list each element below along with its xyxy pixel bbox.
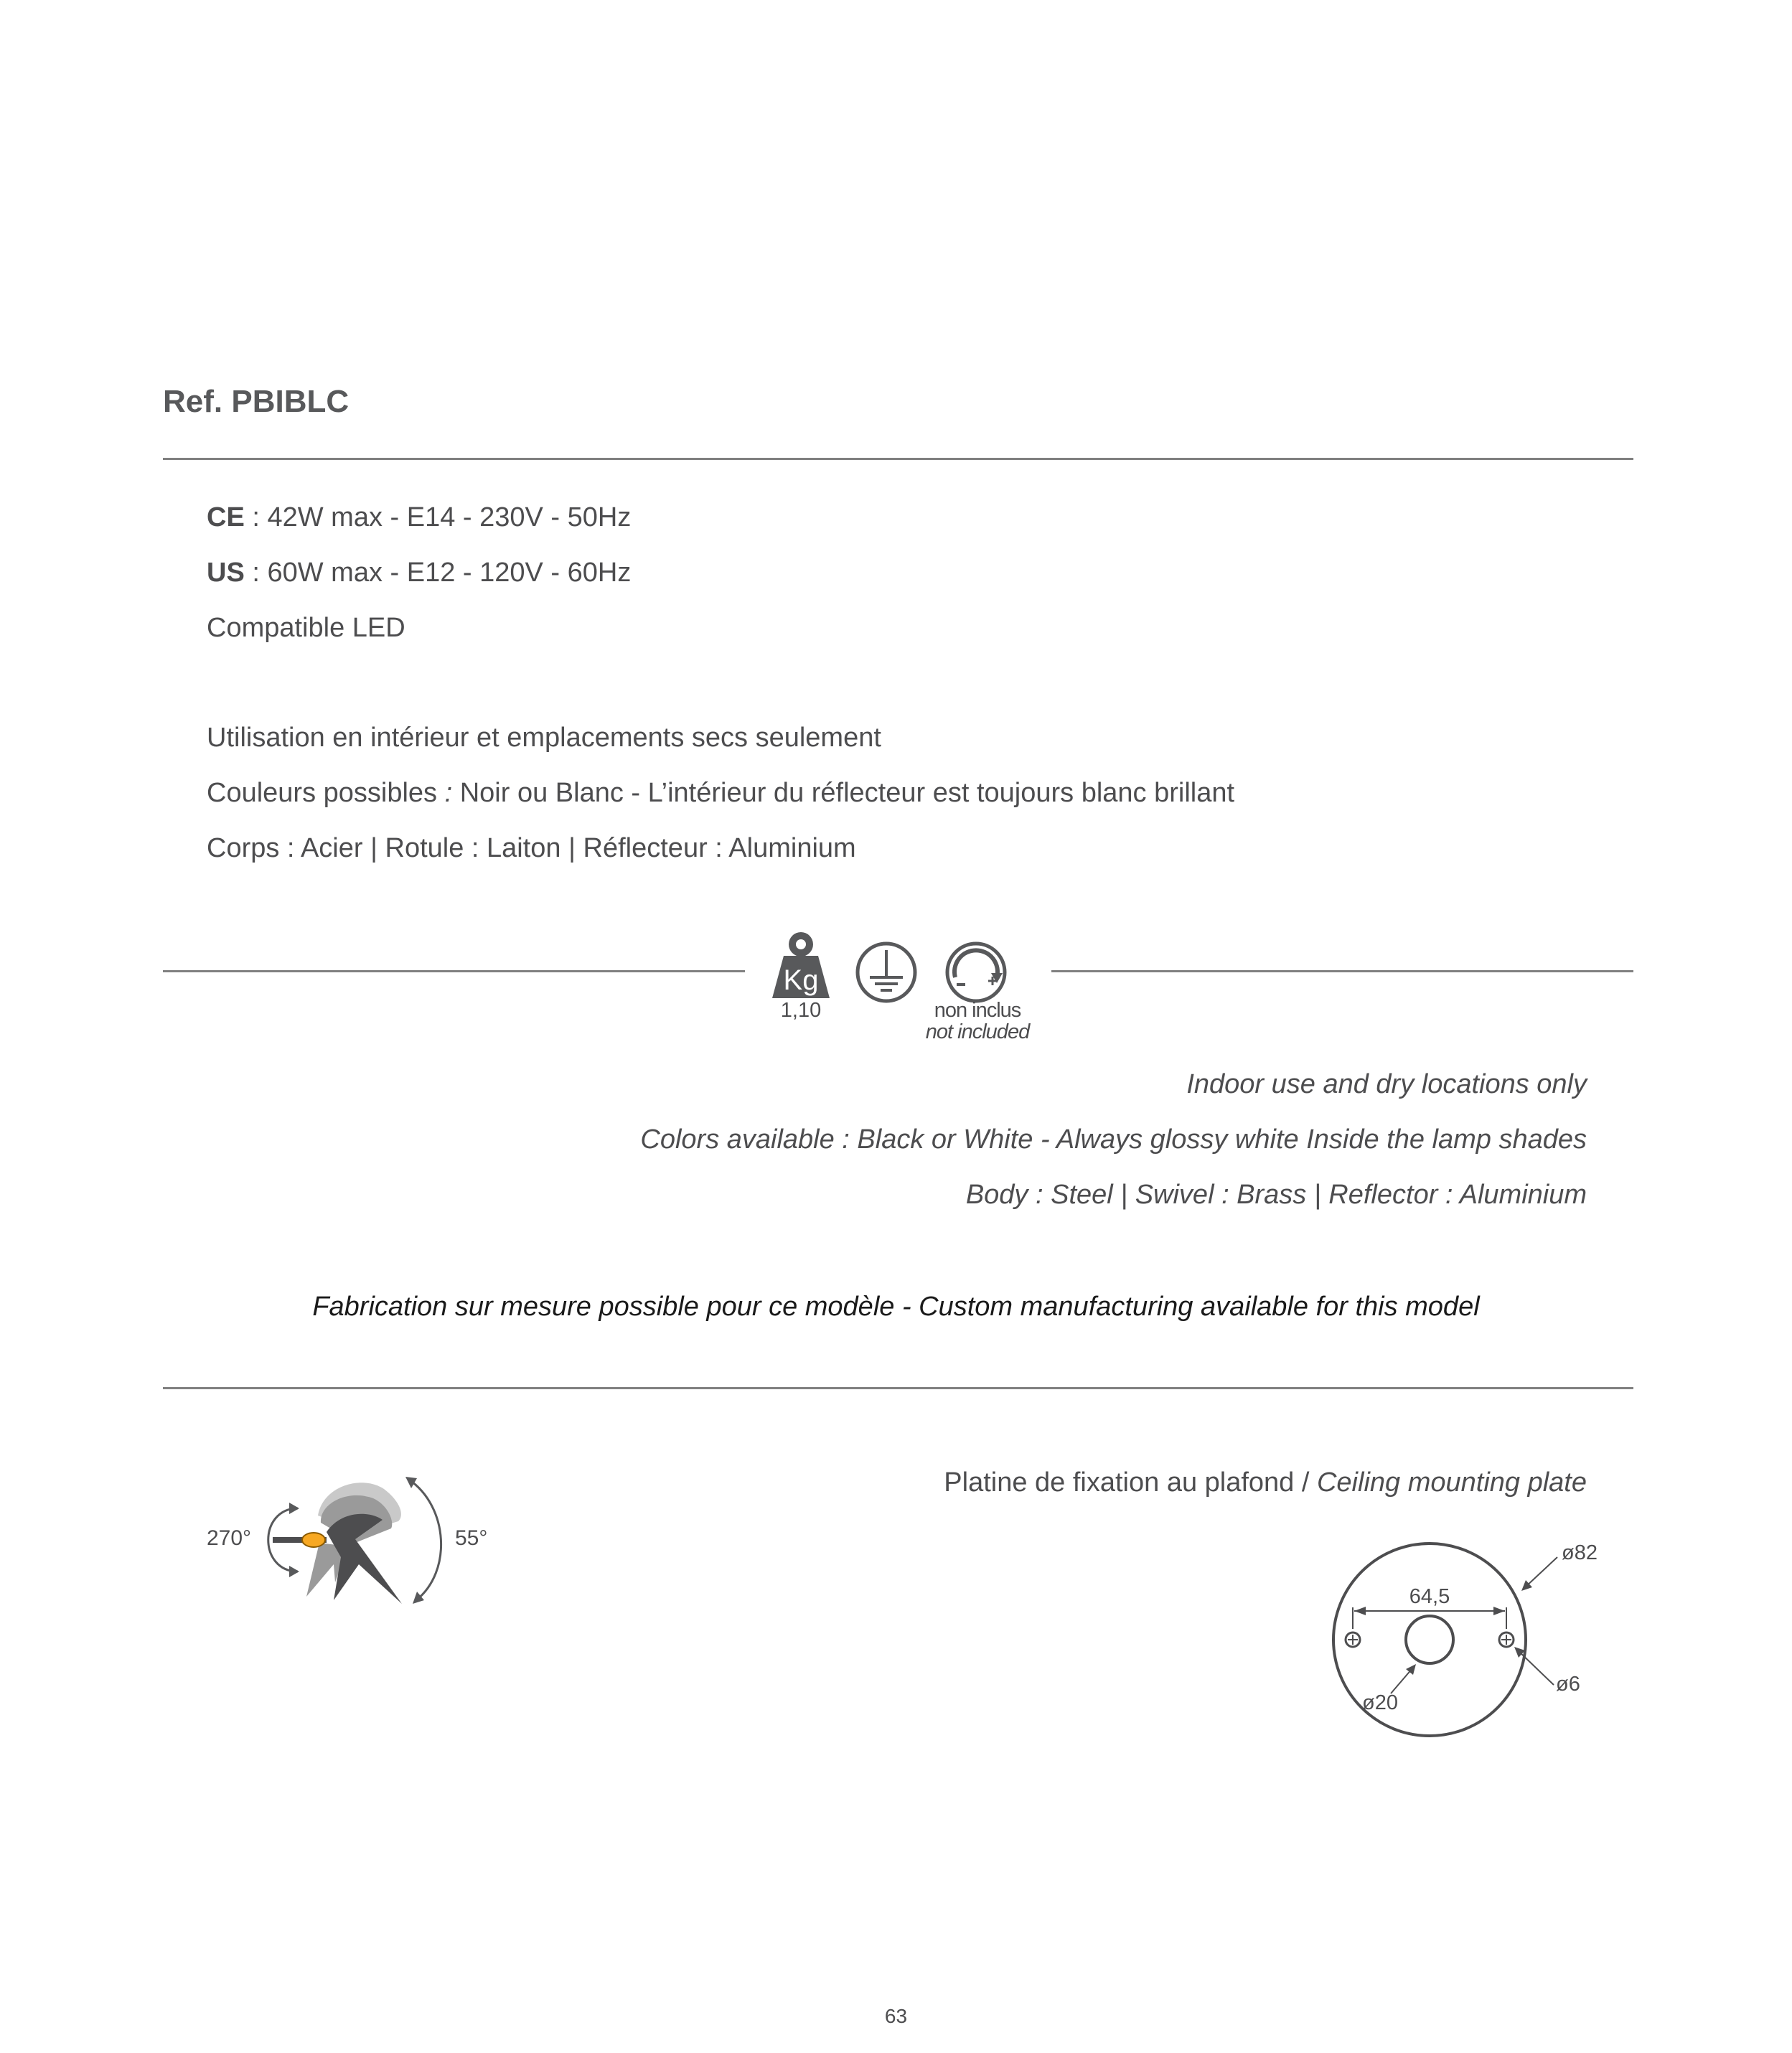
divider-top xyxy=(163,458,1633,460)
hole-diameter-label: ø6 xyxy=(1556,1673,1580,1696)
divider-icons-left xyxy=(163,970,745,972)
page-number: 63 xyxy=(884,2005,908,2027)
center-hole xyxy=(1406,1616,1453,1663)
arrow-head-right-top xyxy=(405,1477,417,1488)
rotation-diagram xyxy=(255,1464,456,1615)
dimmer-icon xyxy=(944,940,1008,1005)
center-diameter-label: ø20 xyxy=(1362,1691,1398,1714)
bulb-note-fr: non inclus xyxy=(934,999,1021,1022)
spec-ce xyxy=(207,502,631,533)
arrow-head-left-top xyxy=(289,1503,299,1514)
spec-us-value: : 60W max - E12 - 120V - 60Hz xyxy=(244,558,632,588)
reference-title: Ref. PBIBLC xyxy=(163,384,350,419)
divider-bottom xyxy=(163,1387,1633,1389)
mounting-plate-caption xyxy=(944,1467,1587,1498)
fr-colors xyxy=(207,778,1234,809)
spec-ce-label: CE xyxy=(207,502,245,532)
fr-colors-colon: : xyxy=(444,778,453,808)
spec-us-label: US xyxy=(207,558,245,588)
custom-manufacturing-note: Fabrication sur mesure possible pour ce modèle - Custom manufacturing available for this model xyxy=(312,1292,1480,1322)
bulb-note-en: not included xyxy=(925,1020,1030,1043)
spec-led: Compatible LED xyxy=(207,613,405,643)
rotation-vertical-label: 55° xyxy=(455,1526,488,1550)
outer-diameter-label: ø82 xyxy=(1562,1541,1598,1564)
spec-us xyxy=(207,558,631,588)
rotation-horizontal-label: 270° xyxy=(207,1526,252,1550)
spec-ce-value: : 42W max - E14 - 230V - 50Hz xyxy=(244,502,632,532)
weight-value: 1,10 xyxy=(780,999,822,1022)
fr-usage: Utilisation en intérieur et emplacements secs seulement xyxy=(207,723,881,753)
hole-spacing-label: 64,5 xyxy=(1409,1585,1450,1608)
divider-icons-right xyxy=(1051,970,1633,972)
weight-icon xyxy=(772,930,835,1002)
arrow-head-left-bottom xyxy=(289,1566,299,1577)
fr-colors-value: Noir ou Blanc - L’intérieur du réflecteur est toujours blanc brillant xyxy=(452,778,1235,808)
mounting-plate-caption-en: Ceiling mounting plate xyxy=(1316,1467,1587,1498)
en-usage: Indoor use and dry locations only xyxy=(1186,1069,1587,1099)
rotation-arrow-right xyxy=(409,1480,441,1600)
mounting-plate-diagram xyxy=(1320,1528,1598,1758)
fr-materials: Corps : Acier | Rotule : Laiton | Réflecteur : Aluminium xyxy=(207,833,856,863)
ground-icon xyxy=(854,940,919,1005)
mounting-plate-caption-fr: Platine de fixation au plafond / xyxy=(944,1467,1317,1498)
fr-colors-label: Couleurs possibles xyxy=(207,778,445,808)
en-colors: Colors available : Black or White - Always glossy white Inside the lamp shades xyxy=(640,1124,1587,1155)
en-materials: Body : Steel | Swivel : Brass | Reflector : Aluminium xyxy=(965,1180,1587,1210)
weight-symbol: Kg xyxy=(783,964,819,996)
brass-swivel xyxy=(302,1533,325,1547)
